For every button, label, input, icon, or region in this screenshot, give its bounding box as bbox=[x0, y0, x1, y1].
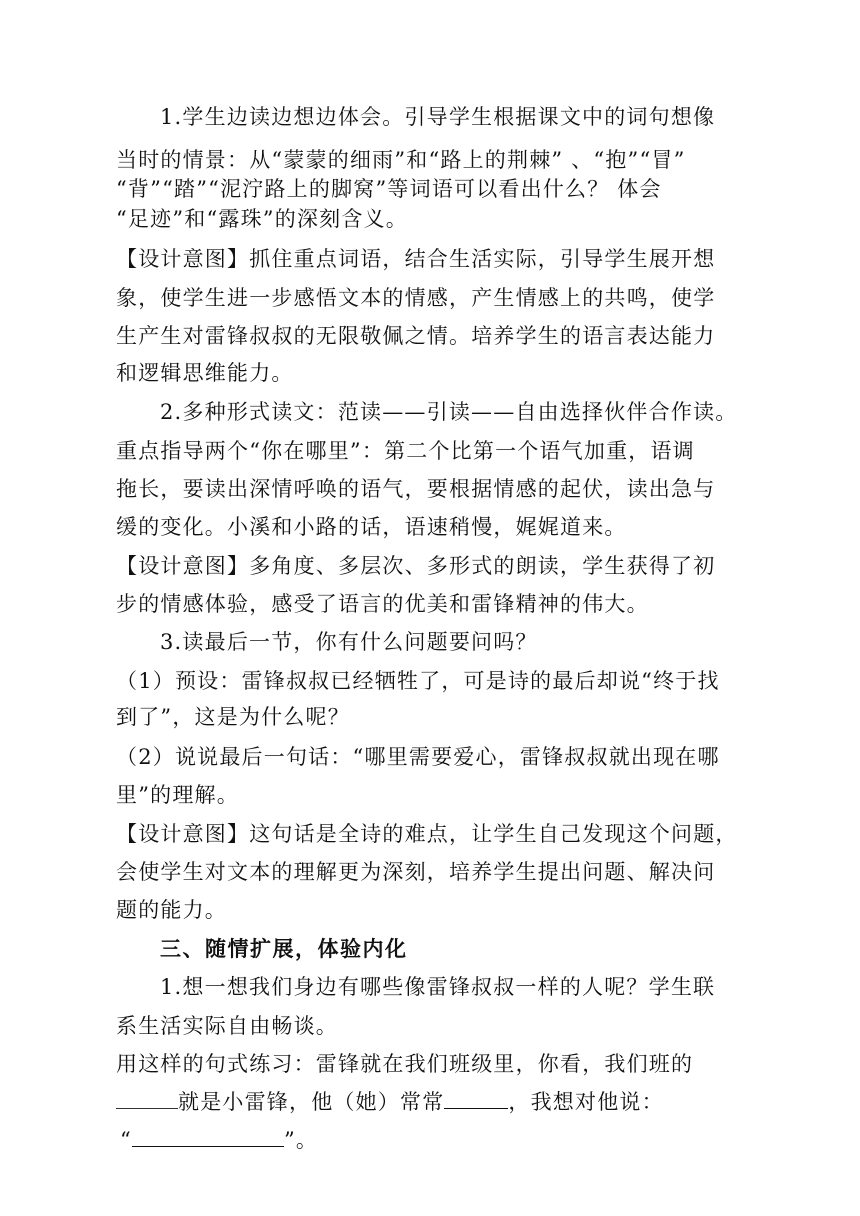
paragraph-line: 系生活实际自由畅谈。 bbox=[116, 1014, 338, 1038]
quote-open: “ bbox=[120, 1128, 132, 1152]
design-intent-line: 题的能力。 bbox=[116, 898, 227, 922]
paragraph-line: 2.多种形式读文：范读——引读——自由选择伙伴合作读。 bbox=[160, 400, 738, 424]
design-intent-line: 【设计意图】这句话是全诗的难点，让学生自己发现这个问题， bbox=[116, 822, 738, 846]
paragraph-line: （2）说说最后一句话：“哪里需要爱心，雷锋叔叔就出现在哪 bbox=[116, 745, 720, 769]
paragraph-line: 1.学生边读边想边体会。引导学生根据课文中的词句想像 bbox=[160, 105, 716, 129]
paragraph-line: 1.想一想我们身边有哪些像雷锋叔叔一样的人呢？学生联 bbox=[160, 975, 716, 999]
paragraph-line: 当时的情景：从“蒙蒙的细雨”和“路上的荆棘” 、“抱”“冒” bbox=[116, 148, 686, 172]
paragraph-line: 到了”，这是为什么呢？ bbox=[116, 705, 350, 729]
paragraph-line: 重点指导两个“你在哪里”：第二个比第一个语气加重，语调 bbox=[116, 439, 695, 463]
paragraph-line: 缓的变化。小溪和小路的话，语速稍慢，娓娓道来。 bbox=[116, 515, 627, 539]
paragraph-line: 用这样的句式练习：雷锋就在我们班级里，你看，我们班的 bbox=[116, 1052, 694, 1076]
design-intent-line: 【设计意图】抓住重点词语，结合生活实际，引导学生展开想 bbox=[116, 247, 716, 271]
quote-close: ”。 bbox=[283, 1128, 319, 1152]
fill-text: 就是小雷锋，他（她）常常 bbox=[178, 1090, 445, 1114]
design-intent-line: 步的情感体验，感受了语言的优美和雷锋精神的伟大。 bbox=[116, 592, 649, 616]
paragraph-line: 3.读最后一节，你有什么问题要问吗？ bbox=[160, 630, 538, 654]
paragraph-line: （1）预设：雷锋叔叔已经牺牲了，可是诗的最后却说“终于找 bbox=[116, 669, 720, 693]
blank-name[interactable] bbox=[116, 1107, 178, 1109]
fill-in-quote-line bbox=[120, 1123, 318, 1157]
design-intent-line: 和逻辑思维能力。 bbox=[116, 361, 294, 385]
blank-speech[interactable] bbox=[132, 1145, 284, 1147]
paragraph-line: 拖长，要读出深情呼唤的语气，要根据情感的起伏，读出急与 bbox=[116, 477, 716, 501]
paragraph-line: 里”的理解。 bbox=[116, 783, 239, 807]
design-intent-line: 生产生对雷锋叔叔的无限敬佩之情。培养学生的语言表达能力 bbox=[116, 324, 716, 348]
fill-text: ，我想对他说： bbox=[508, 1090, 664, 1114]
design-intent-line: 象，使学生进一步感悟文本的情感，产生情感上的共鸣，使学 bbox=[116, 286, 716, 310]
design-intent-line: 【设计意图】多角度、多层次、多形式的朗读，学生获得了初 bbox=[116, 554, 716, 578]
blank-action[interactable] bbox=[444, 1107, 508, 1109]
paragraph-line: “足迹”和“露珠”的深刻含义。 bbox=[116, 207, 408, 231]
fill-in-line bbox=[116, 1085, 664, 1119]
paragraph-line: “背”“踏”“泥泞路上的脚窝”等词语可以看出什么？ 体会 bbox=[116, 177, 662, 201]
section-heading: 三、随情扩展，体验内化 bbox=[160, 937, 408, 961]
design-intent-line: 会使学生对文本的理解更为深刻，培养学生提出问题、解决问 bbox=[116, 860, 716, 884]
